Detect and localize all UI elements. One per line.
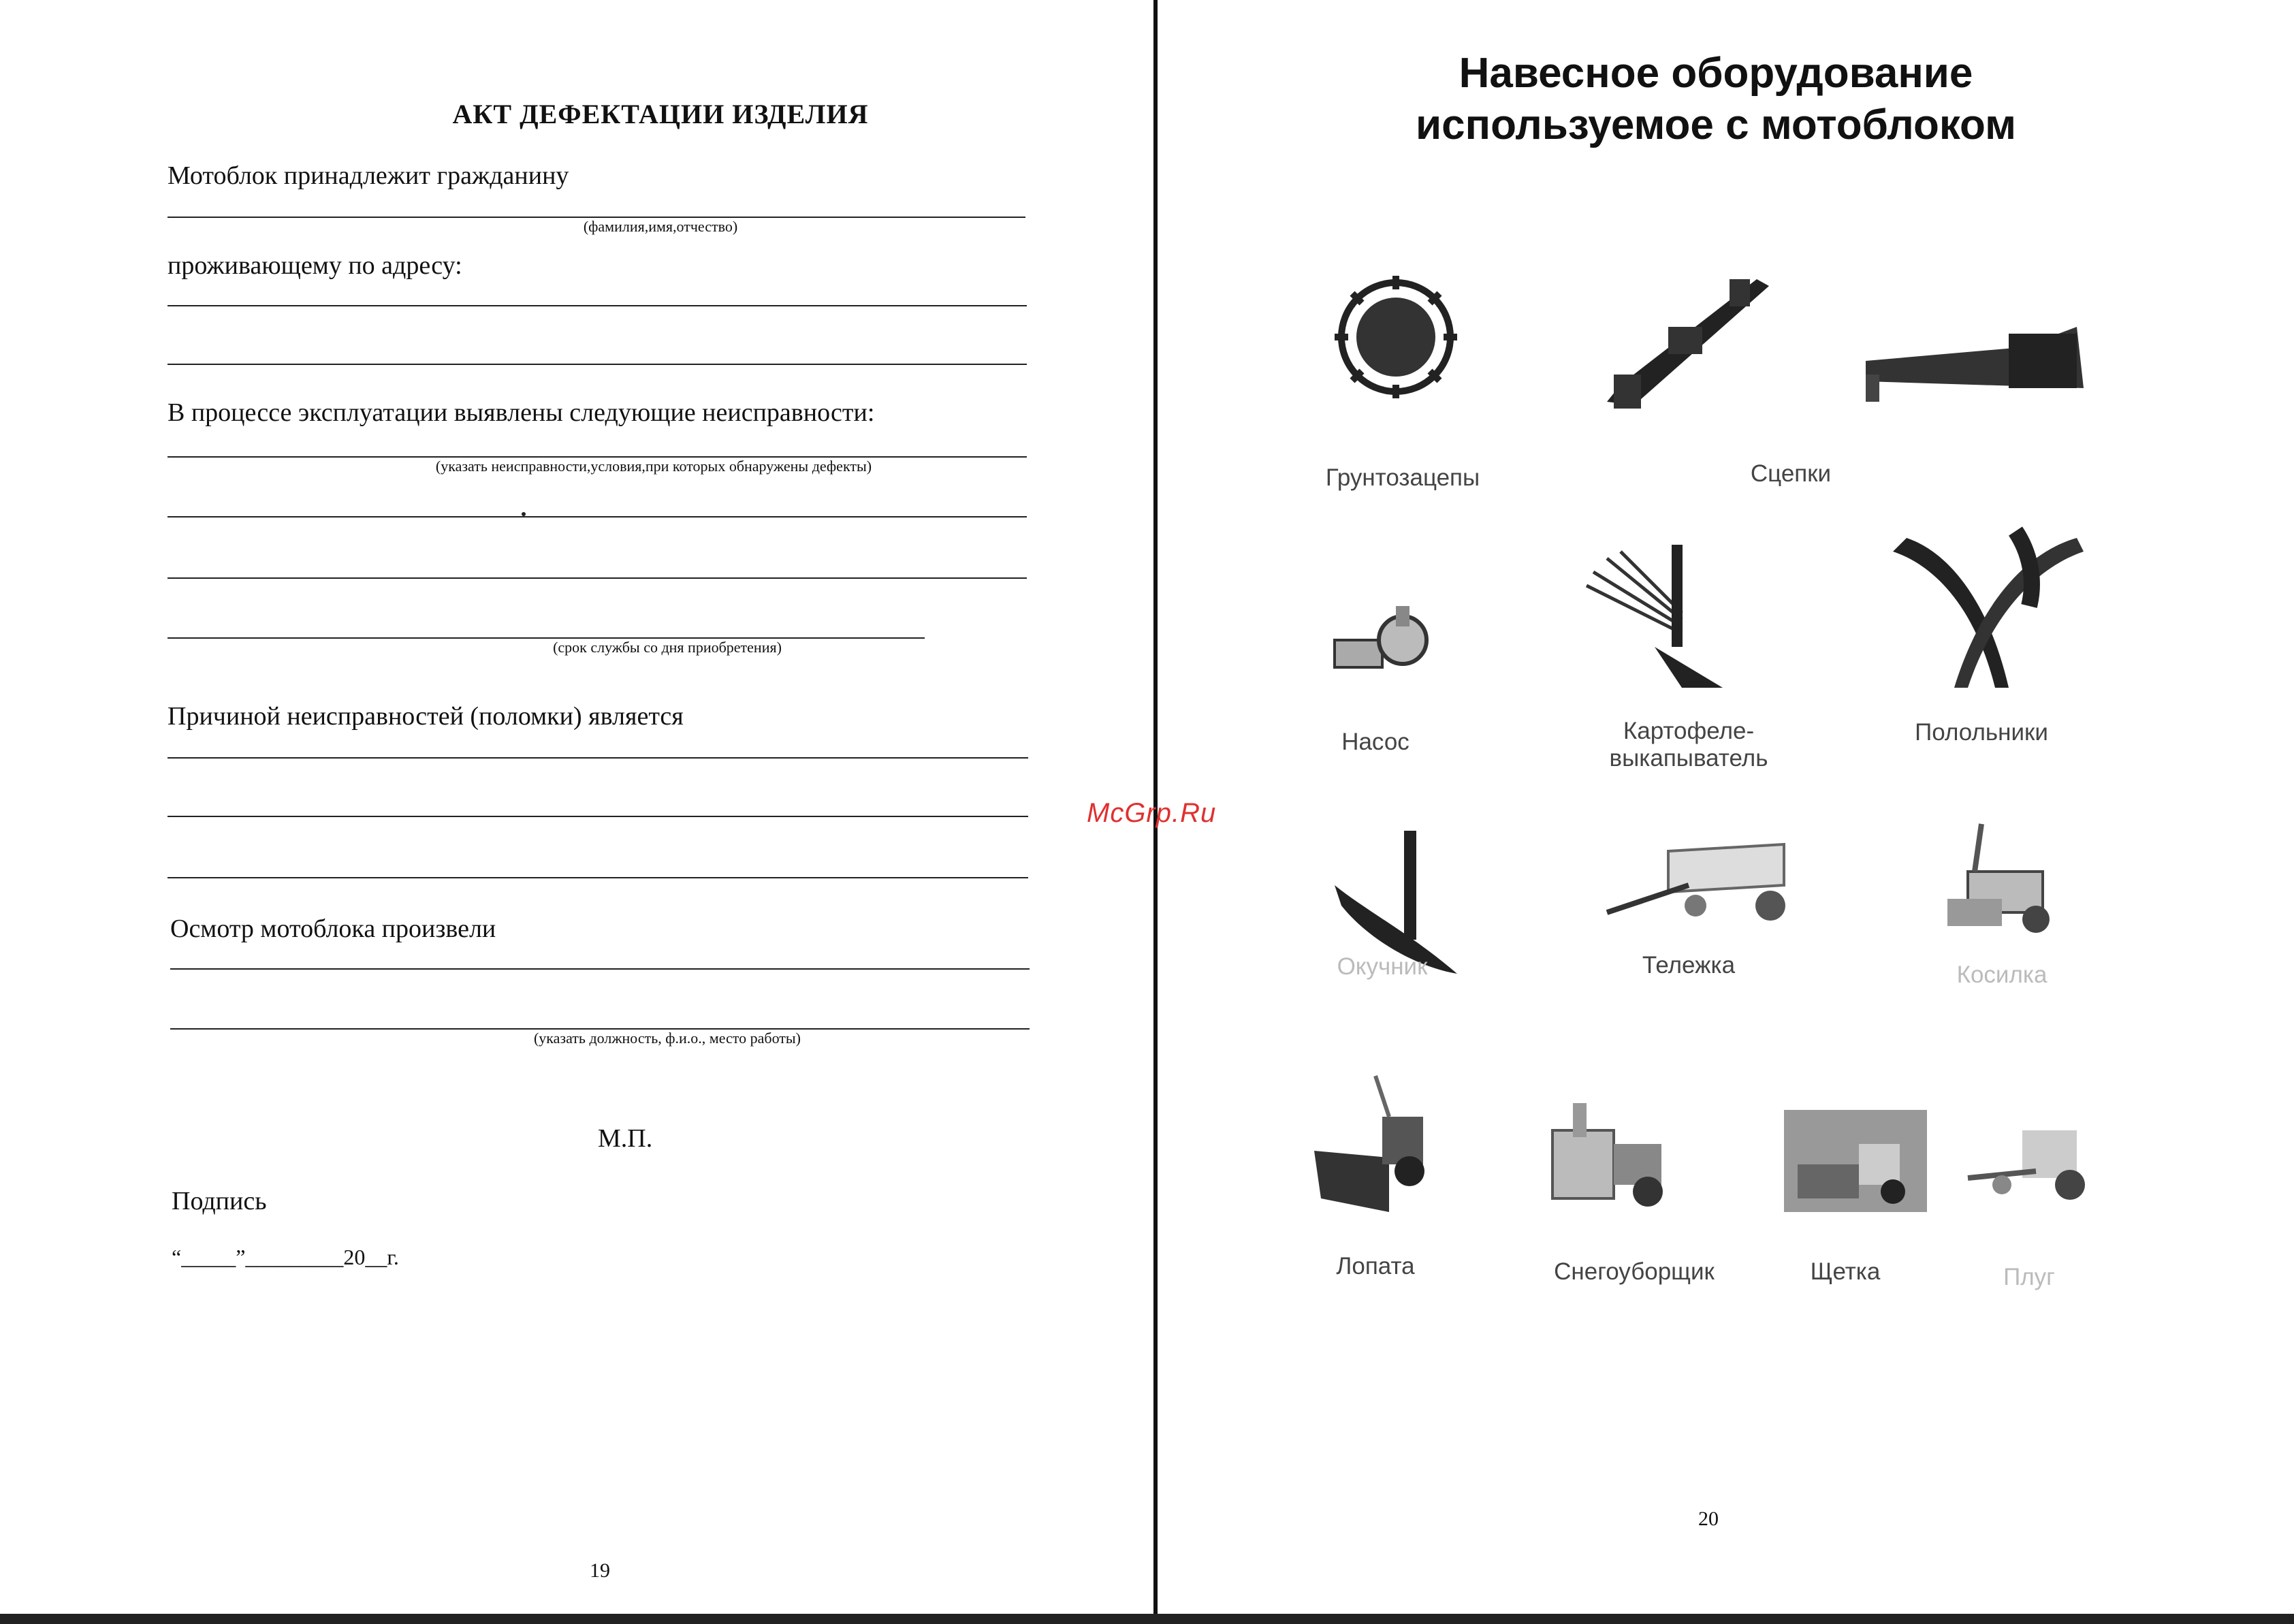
label-potato-digger-1: Картофеле- xyxy=(1623,718,1755,744)
label-pump: Насос xyxy=(1341,729,1409,755)
label-lugs: Грунтозацепы xyxy=(1325,464,1480,491)
shovel-icon xyxy=(1307,1076,1444,1212)
label-plough: Плуг xyxy=(2003,1264,2055,1290)
pump-icon xyxy=(1328,599,1437,695)
label-cart: Тележка xyxy=(1642,952,1736,978)
address-label: проживающему по адресу: xyxy=(168,251,462,280)
weeder-icon xyxy=(1879,524,2097,695)
date-line: “_____”_________20__г. xyxy=(172,1245,399,1269)
hitch-icon-2 xyxy=(1859,320,2090,409)
faults-label: В процессе эксплуатации выявлены следующие неисправности: xyxy=(168,398,875,427)
label-snow-blower: Снегоуборщик xyxy=(1554,1258,1715,1285)
hitch-icon xyxy=(1593,266,1777,415)
label-brush: Щетка xyxy=(1810,1258,1881,1285)
address-line-2[interactable] xyxy=(168,364,1027,365)
address-line-1[interactable] xyxy=(168,305,1027,306)
page-number-right: 20 xyxy=(1698,1508,1719,1530)
cause-line-1[interactable] xyxy=(168,757,1028,759)
brush-icon xyxy=(1784,1110,1927,1212)
lug-wheel-icon xyxy=(1328,269,1464,405)
signature-label: Подпись xyxy=(172,1187,267,1215)
faults-hint: (указать неисправности,условия,при которых обнаружены дефекты) xyxy=(435,458,872,475)
equipment-title-line1: Навесное оборудование xyxy=(1459,50,1973,97)
watermark: McGrp.Ru xyxy=(1087,798,1217,828)
label-shovel: Лопата xyxy=(1336,1253,1415,1279)
page-number-left: 19 xyxy=(590,1559,610,1582)
snow-blower-icon xyxy=(1546,1089,1682,1212)
cart-icon xyxy=(1600,838,1791,940)
owner-hint: (фамилия,имя,отчество) xyxy=(583,218,738,235)
act-title: АКТ ДЕФЕКТАЦИИ ИЗДЕЛИЯ xyxy=(452,99,869,129)
label-hitches: Сцепки xyxy=(1750,460,1832,487)
label-potato-digger-2: выкапыватель xyxy=(1609,745,1768,771)
cause-line-3[interactable] xyxy=(168,877,1028,878)
mower-icon xyxy=(1934,817,2070,940)
inspection-label: Осмотр мотоблока произвели xyxy=(170,914,496,943)
stamp-mark: М.П. xyxy=(598,1124,653,1153)
label-weeders: Полольники xyxy=(1915,719,2048,746)
inspection-hint: (указать должность, ф.и.о., место работы) xyxy=(533,1030,801,1047)
faults-line-2[interactable] xyxy=(168,516,1027,518)
potato-digger-icon xyxy=(1580,545,1743,695)
faults-line-3[interactable] xyxy=(168,577,1027,579)
service-hint: (срок службы со дня приобретения) xyxy=(553,639,782,656)
label-hiller: Окучник xyxy=(1337,953,1428,980)
inspection-line-1[interactable] xyxy=(170,968,1030,970)
owner-label: Мотоблок принадлежит гражданину xyxy=(168,161,569,190)
stray-dot-1 xyxy=(522,512,526,516)
equipment-title-line2: используемое с мотоблоком xyxy=(1416,101,2016,148)
scan-bottom-edge xyxy=(0,1614,2294,1624)
cause-line-2[interactable] xyxy=(168,816,1028,817)
label-mower: Косилка xyxy=(1956,961,2048,988)
cause-label: Причиной неисправностей (поломки) является xyxy=(168,702,684,731)
plough-icon xyxy=(1961,1103,2111,1212)
